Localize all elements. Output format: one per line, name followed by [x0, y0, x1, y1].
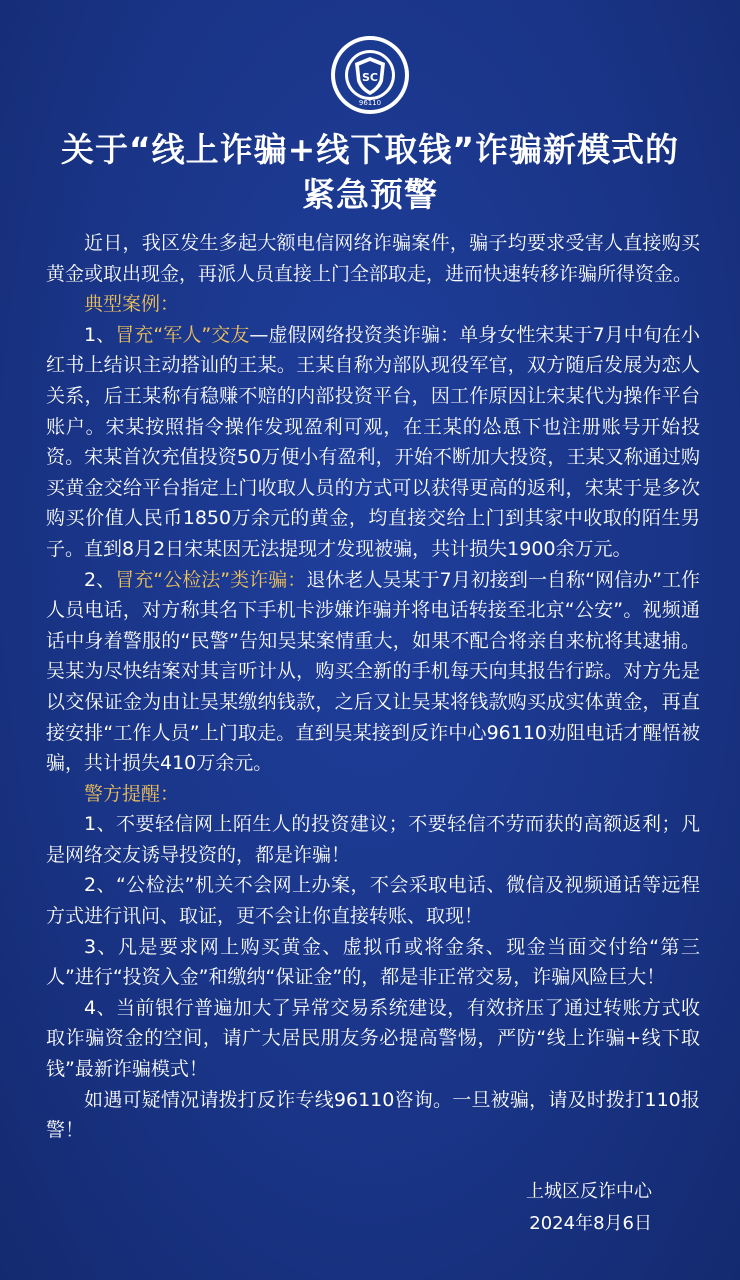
police-badge-icon	[330, 35, 410, 115]
notice-body	[46, 228, 700, 1146]
hotline-paragraph: 如遇可疑情况请拨打反诈专线96110咨询。一旦被骗，请及时拨打110报警！	[46, 1088, 700, 1142]
case1-prefix: 1、	[84, 323, 116, 346]
case2-text: 退休老人吴某于7月初接到一自称“网信办”工作人员电话，对方称其名下手机卡涉嫌诈骗并将电话转接至北京“公安”。视频通话中身着警服的“民警”告知吴某案情重大，如果不配合将亲自来杭将其逮捕。吴某为尽快结案对其言听计从，购买全新的手机每天向其报告行踪。对方先是以交保证金为由让吴某缴纳钱款，之后又让吴某将钱款购买成实体黄金，再直接安排“工作人员”上门取走。直到吴某接到反诈中心96110劝阻电话才醒悟被骗，共计损失410万余元。	[46, 568, 701, 775]
case1-text: —虚假网络投资类诈骗：单身女性宋某于7月中旬在小红书上结识主动搭讪的王某。王某自称为部队现役军官，双方随后发展为恋人关系，后王某称有稳赚不赔的内部投资平台，因工作原因让宋某代为操作平台账户。宋某按照指令操作发现盈利可观，在王某的怂恿下也注册账号开始投资。宋某首次充值投资50万便小有盈利，开始不断加大投资，王某又称通过购买黄金交给平台指定上门收取人员的方式可以获得更高的返利，宋某于是多次购买价值人民币1850万余元的黄金，均直接交给上门到其家中收取的陌生男子。直到8月2日宋某因无法提现才发现被骗，共计损失1900余万元。	[46, 323, 700, 560]
case1-highlight: 冒充“军人”交友	[115, 323, 250, 346]
tip-item: 1、不要轻信网上陌生人的投资建议；不要轻信不劳而获的高额返利；凡是网络交友诱导投资的，都是诈骗！	[46, 813, 700, 866]
case2-paragraph	[46, 565, 700, 779]
tip-item: 4、当前银行普遍加大了异常交易系统建设，有效挤压了通过转账方式收取诈骗资金的空间，请广大居民朋友务必提高警惕，严防“线上诈骗+线下取钱”最新诈骗模式！	[46, 996, 700, 1081]
cases-heading: 典型案例：	[84, 293, 180, 316]
tips-heading: 警方提醒：	[84, 782, 180, 805]
page-title-line2: 紧急预警	[302, 175, 438, 214]
case2-highlight: 冒充“公检法”类诈骗：	[115, 568, 307, 591]
tip-item: 2、“公检法”机关不会网上办案，不会采取电话、微信及视频通话等远程方式进行讯问、取证，更不会让你直接转账、取现！	[46, 874, 700, 928]
svg-text:SC: SC	[362, 71, 378, 84]
logo-number: 96110	[358, 99, 382, 107]
signature-date: 2024年8月6日	[529, 1213, 652, 1234]
tip-item: 3、凡是要求网上购买黄金、虚拟币或将金条、现金当面交付给“第三人”进行“投资入金”和缴纳“保证金”的，都是非正常交易，诈骗风险巨大！	[46, 935, 700, 989]
page-title-line1: 关于“线上诈骗+线下取钱”诈骗新模式的	[60, 130, 680, 169]
intro-paragraph: 近日，我区发生多起大额电信网络诈骗案件，骗子均要求受害人直接购买黄金或取出现金，再派人员直接上门全部取走，进而快速转移诈骗所得资金。	[46, 232, 700, 285]
case2-prefix: 2、	[84, 568, 116, 591]
case1-paragraph	[46, 320, 700, 565]
signature-org: 上城区反诈中心	[526, 1181, 652, 1202]
